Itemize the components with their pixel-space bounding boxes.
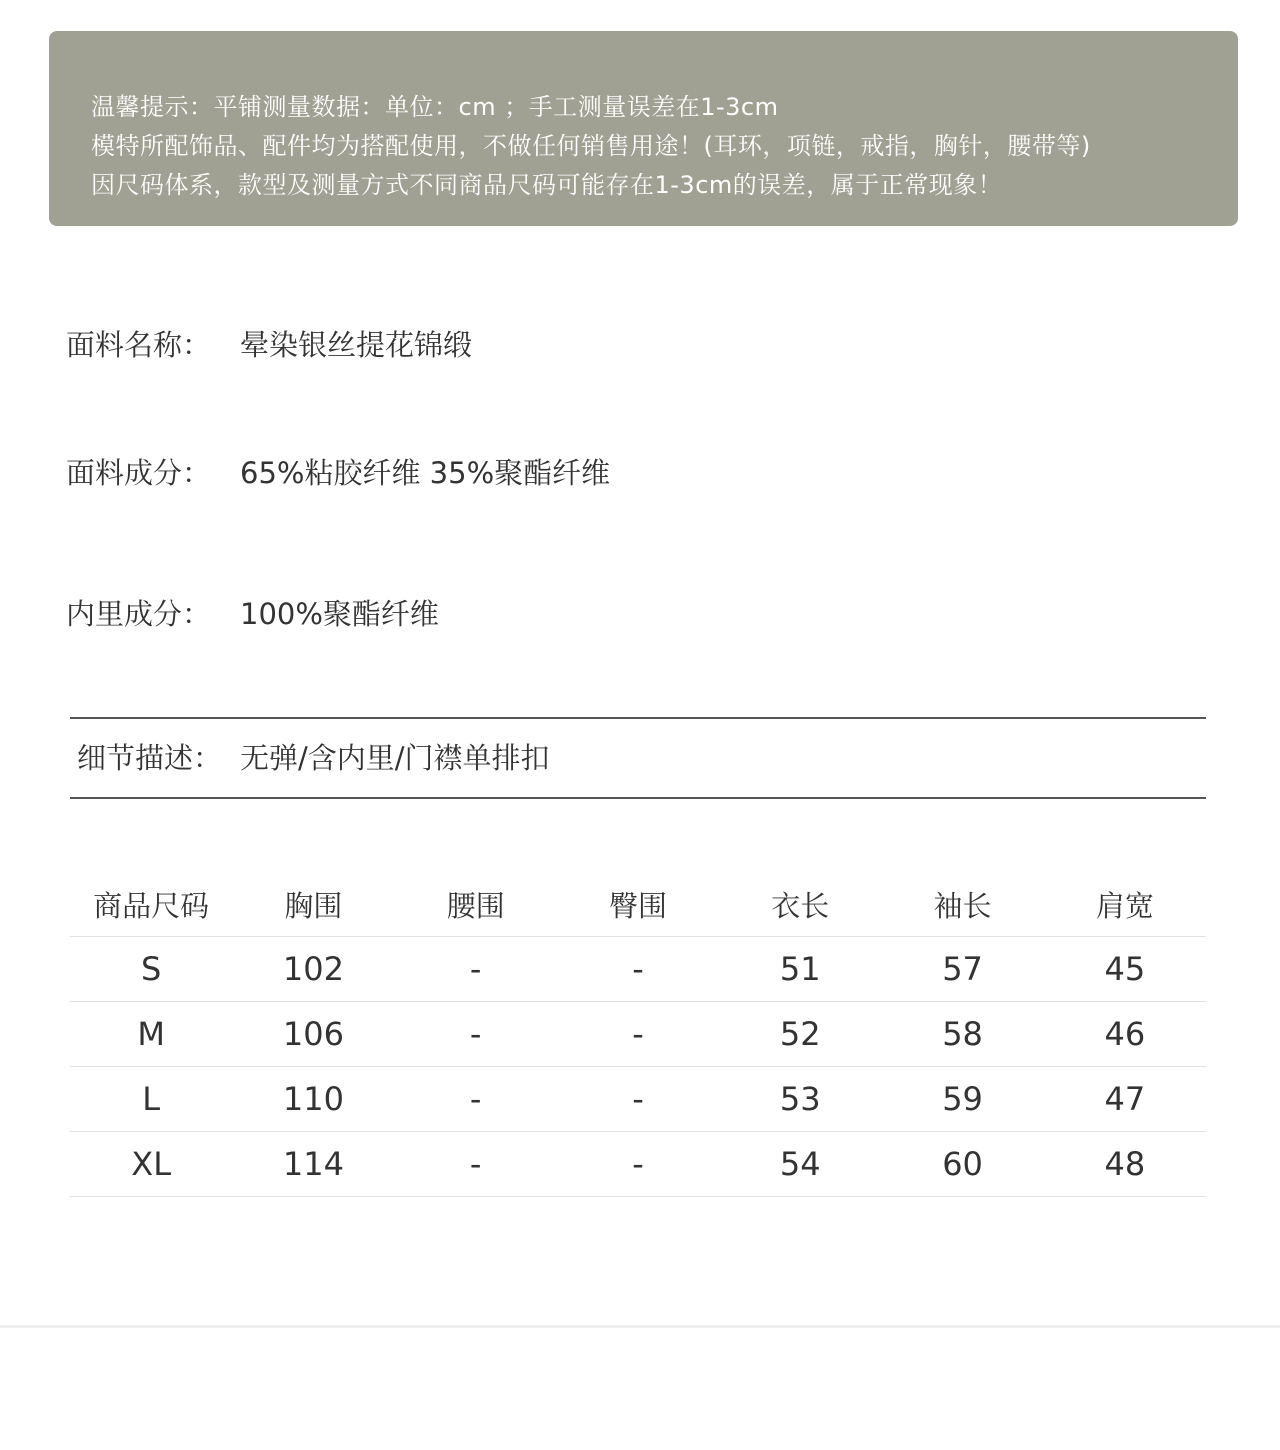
cell-size: XL (70, 1132, 232, 1197)
cell-shoulder: 47 (1044, 1067, 1206, 1132)
header-size: 商品尺码 (70, 872, 232, 937)
cell-length: 54 (719, 1132, 881, 1197)
cell-waist: - (395, 1132, 557, 1197)
table-row (70, 937, 1206, 1002)
cell-hip: - (557, 1067, 719, 1132)
page-bottom-divider (0, 1325, 1280, 1328)
detail-top-divider (70, 717, 1206, 719)
cell-chest: 106 (232, 1002, 394, 1067)
cell-hip: - (557, 937, 719, 1002)
size-chart-table (70, 872, 1206, 1197)
header-chest: 胸围 (232, 872, 394, 937)
header-shoulder: 肩宽 (1044, 872, 1206, 937)
cell-shoulder: 48 (1044, 1132, 1206, 1197)
cell-length: 53 (719, 1067, 881, 1132)
fabric-name-row (66, 323, 472, 364)
lining-composition-row (66, 592, 439, 633)
cell-sleeve: 57 (881, 937, 1043, 1002)
table-row (70, 1002, 1206, 1067)
fabric-composition-value: 65%粘胶纤维 35%聚酯纤维 (240, 456, 611, 490)
cell-size: S (70, 937, 232, 1002)
header-sleeve: 袖长 (881, 872, 1043, 937)
tip-line-accessories: 模特所配饰品、配件均为搭配使用，不做任何销售用途！(耳环，项链，戒指，胸针，腰带等) (91, 132, 1091, 160)
cell-shoulder: 45 (1044, 937, 1206, 1002)
lining-composition-value: 100%聚酯纤维 (240, 597, 439, 631)
cell-length: 51 (719, 937, 881, 1002)
detail-value: 无弹/含内里/门襟单排扣 (240, 741, 550, 775)
detail-label: 细节描述： (77, 741, 223, 775)
fabric-composition-row (66, 451, 610, 492)
cell-waist: - (395, 937, 557, 1002)
cell-size: M (70, 1002, 232, 1067)
cell-sleeve: 60 (881, 1132, 1043, 1197)
header-waist: 腰围 (395, 872, 557, 937)
cell-waist: - (395, 1002, 557, 1067)
table-row (70, 1132, 1206, 1197)
header-length: 衣长 (719, 872, 881, 937)
fabric-name-label: 面料名称： (66, 328, 212, 362)
cell-chest: 102 (232, 937, 394, 1002)
cell-hip: - (557, 1132, 719, 1197)
cell-sleeve: 58 (881, 1002, 1043, 1067)
cell-chest: 110 (232, 1067, 394, 1132)
cell-waist: - (395, 1067, 557, 1132)
table-row (70, 1067, 1206, 1132)
lining-composition-label: 内里成分： (66, 597, 212, 631)
cell-sleeve: 59 (881, 1067, 1043, 1132)
tip-line-size-deviation: 因尺码体系，款型及测量方式不同商品尺码可能存在1-3cm的误差，属于正常现象！ (91, 171, 1003, 199)
tip-line-measurement: 温馨提示：平铺测量数据：单位：cm ；手工测量误差在1-3cm (91, 93, 779, 121)
cell-length: 52 (719, 1002, 881, 1067)
fabric-name-value: 晕染银丝提花锦缎 (240, 328, 473, 362)
size-chart-header-row (70, 872, 1206, 937)
detail-bottom-divider (70, 797, 1206, 799)
cell-size: L (70, 1067, 232, 1132)
cell-hip: - (557, 1002, 719, 1067)
cell-chest: 114 (232, 1132, 394, 1197)
detail-row (77, 736, 550, 777)
warm-tips-banner (49, 31, 1238, 226)
fabric-composition-label: 面料成分： (66, 456, 212, 490)
header-hip: 臀围 (557, 872, 719, 937)
cell-shoulder: 46 (1044, 1002, 1206, 1067)
